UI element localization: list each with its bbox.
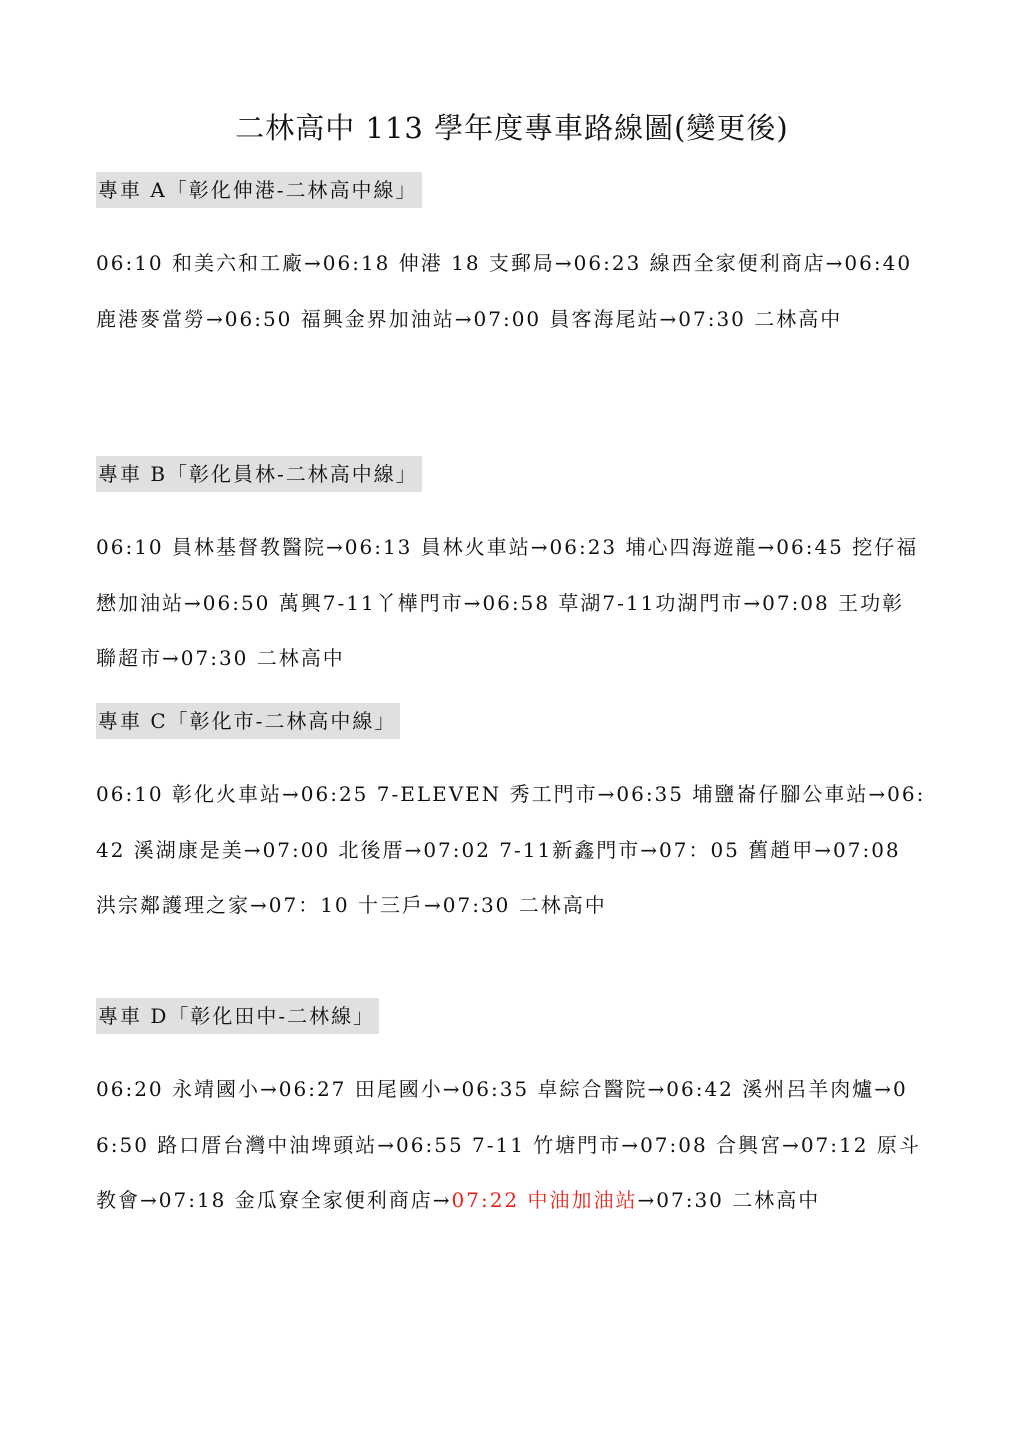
route-d [96,998,926,1229]
route-c-heading: 專車 C「彰化市-二林高中線」 [96,703,400,739]
route-b-heading: 專車 B「彰化員林-二林高中線」 [96,456,422,492]
route-c-stops: 06:10 彰化火車站→06:25 7-ELEVEN 秀工門市→06:35 埔鹽崙仔腳公車站→06:42 溪湖康是美→07:00 北後厝→07:02 7-11新鑫門市→07：05 舊趙甲→07:08 洪宗鄰護理之家→07：10 十三戶→07:30 二林高中 [96,782,926,917]
route-d-highlighted-stop: 07:22 中油加油站 [451,1188,638,1212]
route-d-stops-before: 06:20 永靖國小→06:27 田尾國小→06:35 卓綜合醫院→06:42 溪州呂羊肉爐→06:50 路口厝台灣中油埤頭站→06:55 7-11 竹塘門市→07:08 合興宮→07:12 原斗教會→07:18 金瓜寮全家便利商店→ [96,1077,921,1212]
route-b-stops: 06:10 員林基督教醫院→06:13 員林火車站→06:23 埔心四海遊龍→06:45 挖仔福懋加油站→06:50 萬興7-11丫樺門市→06:58 草湖7-11功湖門市→07:08 王功彰聯超市→07:30 二林高中 [96,535,919,670]
route-d-stops-after: →07:30 二林高中 [637,1188,821,1212]
route-d-stops [96,1062,926,1229]
route-a-stops: 06:10 和美六和工廠→06:18 伸港 18 支郵局→06:23 線西全家便利商店→06:40 鹿港麥當勞→06:50 福興金界加油站→07:00 員客海尾站→07:30 二林高中 [96,251,913,331]
route-d-heading: 專車 D「彰化田中-二林線」 [96,998,379,1034]
page-title: 二林高中 113 學年度專車路線圖(變更後) [235,111,789,145]
route-b [96,456,926,687]
route-a [96,172,926,347]
route-c [96,703,926,934]
route-a-heading: 專車 A「彰化伸港-二林高中線」 [96,172,422,208]
